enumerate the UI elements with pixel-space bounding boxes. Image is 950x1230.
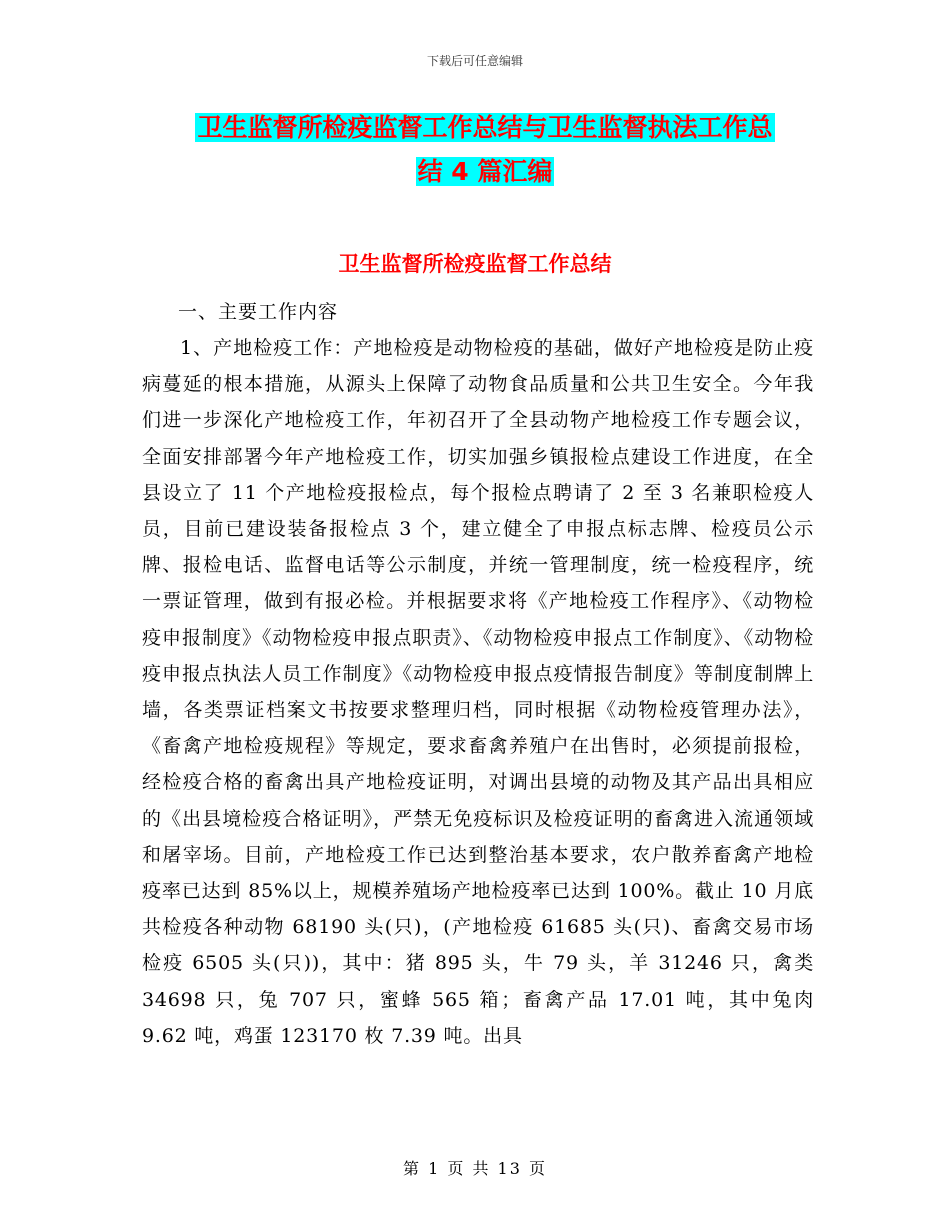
- header-note: 下载后可任意编辑: [426, 54, 523, 68]
- subheading: 一、主要工作内容: [178, 301, 339, 323]
- document-title-line1: 卫生监督所检疫监督工作总结与卫生监督执法工作总: [197, 113, 773, 142]
- paragraph-1: 1、产地检疫工作：产地检疫是动物检疫的基础，做好产地检疫是防止疫病蔓延的根本措施，从源头上保障了动物食品质量和公共卫生安全。今年我们进一步深化产地检疫工作，年初召开了全县动物产地检疫工作专题会议，全面安排部署今年产地检疫工作，切实加强乡镇报检点建设工作进度，在全县设立了 11 个产地检疫报检点，每个报检点聘请了 2 至 3 名兼职检疫人员，目前已建设装备报检点 3 个，建立健全了申报点标志牌、检疫员公示牌、报检电话、监督电话等公示制度，并统一管理制度，统一检疫程序，统一票证管理，做到有报必检。并根据要求将《产地检疫工作程序》、《动物检疫申报制度》《动物检疫申报点职责》、《动物检疫申报点工作制度》、《动物检疫申报点执法人员工作制度》《动物检疫申报点疫情报告制度》等制度制牌上墙，各类票证档案文书按要求整理归档，同时根据《动物检疫管理办法》，《畜禽产地检疫规程》等规定，要求畜禽养殖户在出售时，必须提前报检，经检疫合格的畜禽出具产地检疫证明，对调出县境的动物及其产品出具相应的《出县境检疫合格证明》，严禁无免疫标识及检疫证明的畜禽进入流通领域和屠宰场。目前，产地检疫工作已达到整治基本要求，农户散养畜禽产地检疫率已达到 85%以上，规模养殖场产地检疫率已达到 100%。截止 10 月底共检疫各种动物 68190 头(只)，(产地检疫 61685 头(只)、畜禽交易市场检疫 6505 头(只))，其中：猪 895 头，牛 79 头，羊 31246 只，禽类 34698 只，兔 707 只，蜜蜂 565 箱；畜禽产品 17.01 吨，其中兔肉 9.62 吨，鸡蛋 123170 枚 7.39 吨。出具: [142, 337, 814, 1047]
- document-title-line2: 结 4 篇汇编: [417, 157, 553, 186]
- body-text: [142, 330, 814, 1054]
- page-footer: 第 1 页 共 13 页: [403, 1159, 547, 1178]
- section-title: 卫生监督所检疫监督工作总结: [338, 252, 612, 276]
- document-title: [140, 106, 830, 194]
